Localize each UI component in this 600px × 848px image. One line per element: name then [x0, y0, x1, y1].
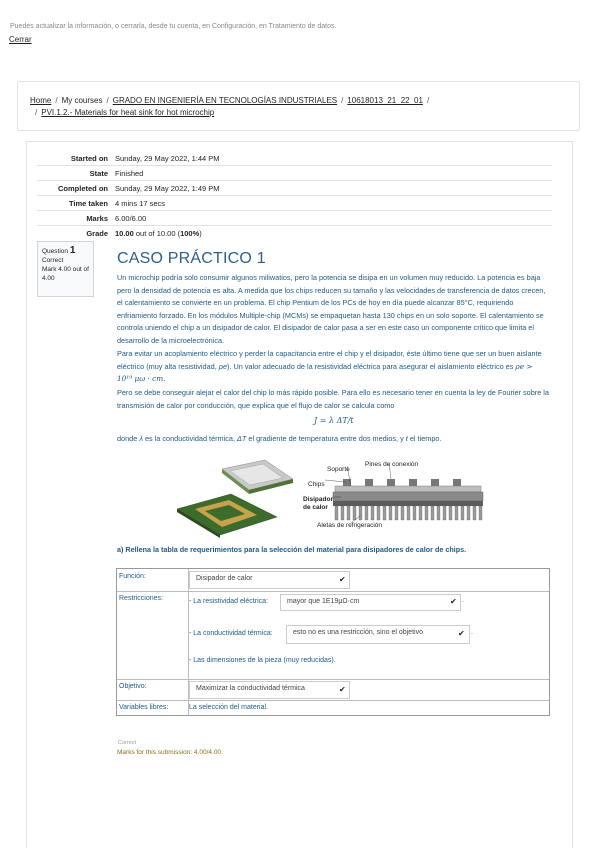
- cpu-chip-image: [177, 460, 293, 538]
- breadcrumb-my-courses[interactable]: My courses: [61, 96, 103, 105]
- attempt-summary-table: [37, 151, 552, 240]
- feedback-state: Correct: [118, 740, 137, 746]
- variables-value: La selección del material.: [189, 704, 268, 711]
- paragraph-text: Para evitar un acoplamiento eléctrico y perder la capacitancia entre el chip y el disipador, éste último tiene que ser un buen aislante eléctrico (muy alta resistividad,: [117, 349, 542, 371]
- part-a-question: a) Rellena la tabla de requerimientos para la selección del material para disipadores de calor de chips.: [117, 545, 467, 554]
- label-pines: Pines de conexión: [365, 461, 419, 468]
- close-link[interactable]: Cerrar: [9, 35, 32, 44]
- grade-value: [115, 229, 202, 238]
- summary-value: 4 mins 17 secs: [115, 198, 166, 208]
- objetivo-label: Objetivo:: [119, 683, 147, 690]
- heatsink-diagram: [303, 461, 483, 529]
- summary-label: Grade: [86, 228, 108, 238]
- summary-row-grade: [37, 225, 552, 240]
- funcion-value: Disipador de calor: [196, 575, 253, 582]
- question-prefix: Question: [42, 248, 69, 255]
- check-icon: ✔: [339, 575, 346, 584]
- breadcrumb-separator: /: [426, 96, 430, 105]
- breadcrumb: [17, 81, 580, 131]
- marks-for-submission: Marks for this submission: 4.00/4.00.: [117, 749, 223, 756]
- funcion-select[interactable]: [189, 571, 350, 589]
- lambda-symbol: λ: [139, 434, 143, 443]
- resistivity-value: mayor que 1E19μΩ·cm: [287, 598, 360, 605]
- summary-label: Started on: [70, 153, 108, 163]
- paragraph-text: ). Un valor adecuado de la resistividad eléctrica para asegurar el aislamiento eléctrico es: [227, 361, 516, 371]
- paragraph-text: el gradiente de temperatura entre dos medios, y: [246, 434, 406, 443]
- question-number: 1: [69, 245, 76, 256]
- t-symbol: t: [405, 434, 408, 443]
- label-disipador: Disipador: [303, 496, 333, 503]
- label-soporte: Soporte: [327, 466, 350, 473]
- summary-value: Sunday, 29 May 2022, 1:44 PM: [115, 153, 220, 163]
- breadcrumb-home[interactable]: Home: [30, 96, 52, 105]
- question-info-box: [37, 241, 94, 297]
- restriction-2-text: - La conductividad térmica:: [189, 630, 273, 637]
- conductivity-value: esto no es una restricción, sino el objetivo: [293, 629, 423, 636]
- summary-value: Sunday, 29 May 2022, 1:49 PM: [115, 183, 220, 193]
- summary-value: 6.00/6.00: [115, 213, 147, 223]
- restriction-dot: .: [462, 597, 464, 604]
- summary-row: [37, 210, 552, 225]
- grade-out-of: out of 10.00 (: [135, 228, 181, 238]
- cookie-notice-text: Puedes actualizar la información, o cerrarla, desde tu cuenta, en Configuración, en Tratamiento de datos.: [10, 23, 337, 30]
- grade-percent: 100%: [180, 228, 200, 238]
- chip-heatsink-figure: [175, 457, 497, 542]
- resistivity-expression: ρe > 10¹⁹ μω · cm.: [117, 361, 533, 384]
- variables-label: Variables libres:: [119, 704, 169, 711]
- breadcrumb-separator: /: [35, 108, 38, 117]
- requirements-table: [116, 568, 550, 716]
- check-icon: ✔: [339, 685, 346, 694]
- question-paragraph-4: [117, 433, 549, 446]
- resistivity-select[interactable]: [280, 594, 461, 611]
- label-chips: Chips: [308, 481, 325, 488]
- fourier-formula: J = λ ΔT/t: [314, 416, 354, 425]
- summary-label: State: [89, 168, 108, 178]
- breadcrumb-separator: /: [55, 96, 58, 105]
- breadcrumb-degree[interactable]: GRADO EN INGENIERÍA EN TECNOLOGÍAS INDUSTRIALES: [112, 96, 338, 105]
- restriction-dot: .: [471, 629, 473, 636]
- breadcrumb-course[interactable]: 10618013_21_22_01: [347, 96, 423, 105]
- grade-close: ): [199, 228, 202, 238]
- objetivo-select[interactable]: [189, 681, 350, 699]
- paragraph-text: Pero se debe conseguir alejar el calor del chip lo más rápido posible. Para ello es necesario tener en cuenta la ley de Fourier sobre la transmisión de calor por conducción, que explica que el flujo de calor se calcula como: [117, 388, 549, 410]
- question-title: CASO PRÁCTICO 1: [117, 250, 266, 267]
- summary-row: [37, 165, 552, 180]
- label-aletas: Aletas de refrigeración: [317, 522, 383, 529]
- breadcrumb-separator: /: [106, 96, 109, 105]
- paragraph-text: Un microchip podría solo consumir algunos miliwatios, pero la potencia se disipa en un volumen muy reducido. La potencia es baja pero la densidad de potencia es alta. A medida que los chips reducen su tamaño y las velocidades de transferencia de datos crecen, el calentamiento se convierte en un problema. El chip Pentium de los PCs de hoy en día puede alcanzar 85°C, requiriendo enfriamiento forzado. En los módulos Multiple-chip (MCMs) se empaquetan hasta 130 chips en un solo soporte. El calentamiento se controla uniendo el chip a un disipador de calor. El disipador de calor pasa a ser en este caso un componente crítico que limita el desarrollo de la microelectrónica.: [117, 273, 546, 345]
- conductivity-select[interactable]: [286, 625, 470, 644]
- rho-symbol: ρe: [218, 361, 228, 371]
- label-decalor: de calor: [303, 504, 328, 511]
- summary-row: [37, 151, 552, 165]
- objetivo-value: Maximizar la conductividad térmica: [196, 685, 305, 692]
- summary-row: [37, 195, 552, 210]
- question-state: Correct: [42, 257, 64, 264]
- check-icon: ✔: [458, 629, 465, 638]
- question-mark: Mark 4.00 out of 4.00: [42, 266, 89, 282]
- restricciones-label: Restricciones:: [119, 595, 163, 602]
- question-paragraph-1: [117, 272, 549, 348]
- question-paragraph-3: [117, 387, 549, 412]
- delta-t-symbol: ΔT: [237, 434, 247, 443]
- summary-label: Time taken: [68, 198, 108, 208]
- breadcrumb-activity[interactable]: PVI.1.2.- Materials for heat sink for hot microchip: [41, 108, 215, 117]
- breadcrumb-separator: /: [341, 96, 344, 105]
- restriction-3-text: - Las dimensiones de la pieza (muy reducidas).: [189, 657, 336, 664]
- summary-label: Completed on: [58, 183, 108, 193]
- question-paragraph-2: [117, 348, 549, 386]
- summary-row: [37, 180, 552, 195]
- paragraph-text: el tiempo.: [407, 434, 442, 443]
- summary-label: Marks: [86, 213, 108, 223]
- grade-score: 10.00: [115, 228, 134, 238]
- restriction-1-text: - La resistividad eléctrica:: [189, 598, 268, 605]
- check-icon: ✔: [450, 597, 457, 606]
- paragraph-text: es la conductividad térmica,: [142, 434, 238, 443]
- summary-value: Finished: [115, 168, 144, 178]
- paragraph-text: donde: [117, 434, 140, 443]
- funcion-label: Función:: [119, 573, 146, 580]
